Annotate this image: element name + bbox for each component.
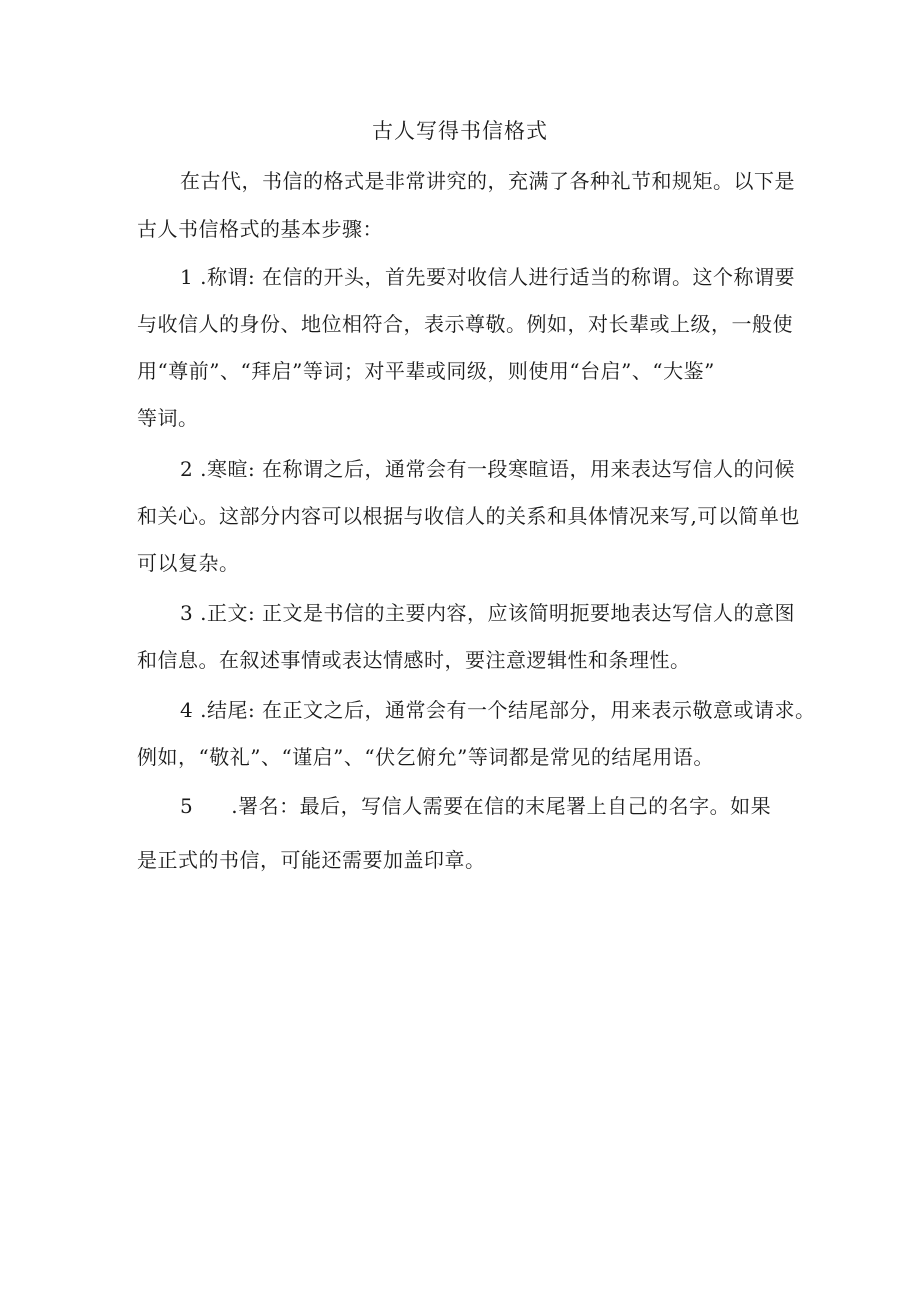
item-1-line-4: 等词。 bbox=[137, 406, 199, 430]
item-4-line-2: 例如，“敬礼”、“谨启”、“伏乞俯允”等词都是常见的结尾用语。 bbox=[137, 745, 714, 769]
item-5-text: .署名：最后，写信人需要在信的末尾署上自己的名字。如果 bbox=[231, 794, 772, 818]
item-1-line-3: 用“尊前”、“拜启”等词；对平辈或同级，则使用“台启”、“大鉴” bbox=[137, 359, 715, 383]
document-title: 古人写得书信格式 bbox=[372, 119, 548, 143]
item-5-number: 5 bbox=[180, 794, 194, 818]
item-5-line-1 bbox=[180, 792, 771, 820]
item-2-line-3: 可以复杂。 bbox=[137, 551, 240, 575]
item-4-line-1: 4 .结尾: 在正文之后，通常会有一个结尾部分，用来表示敬意或请求。 bbox=[180, 698, 816, 722]
paragraph-intro-line-1: 在古代，书信的格式是非常讲究的，充满了各种礼节和规矩。以下是 bbox=[180, 169, 795, 193]
item-3-line-2: 和信息。在叙述事情或表达情感时，要注意逻辑性和条理性。 bbox=[137, 648, 691, 672]
item-1-line-1: 1 .称谓: 在信的开头，首先要对收信人进行适当的称谓。这个称谓要 bbox=[180, 265, 796, 289]
paragraph-intro-line-2: 古人书信格式的基本步骤： bbox=[137, 217, 383, 241]
item-1-line-2: 与收信人的身份、地位相符合，表示尊敬。例如，对长辈或上级，一般使 bbox=[137, 312, 793, 336]
item-2-line-2: 和关心。这部分内容可以根据与收信人的关系和具体情况来写,可以简单也 bbox=[137, 504, 800, 528]
item-5-line-2: 是正式的书信，可能还需要加盖印章。 bbox=[137, 848, 486, 872]
item-3-line-1: 3 .正文: 正文是书信的主要内容，应该简明扼要地表达写信人的意图 bbox=[180, 601, 796, 625]
item-2-line-1: 2 .寒暄: 在称谓之后，通常会有一段寒暄语，用来表达写信人的问候 bbox=[180, 457, 796, 481]
